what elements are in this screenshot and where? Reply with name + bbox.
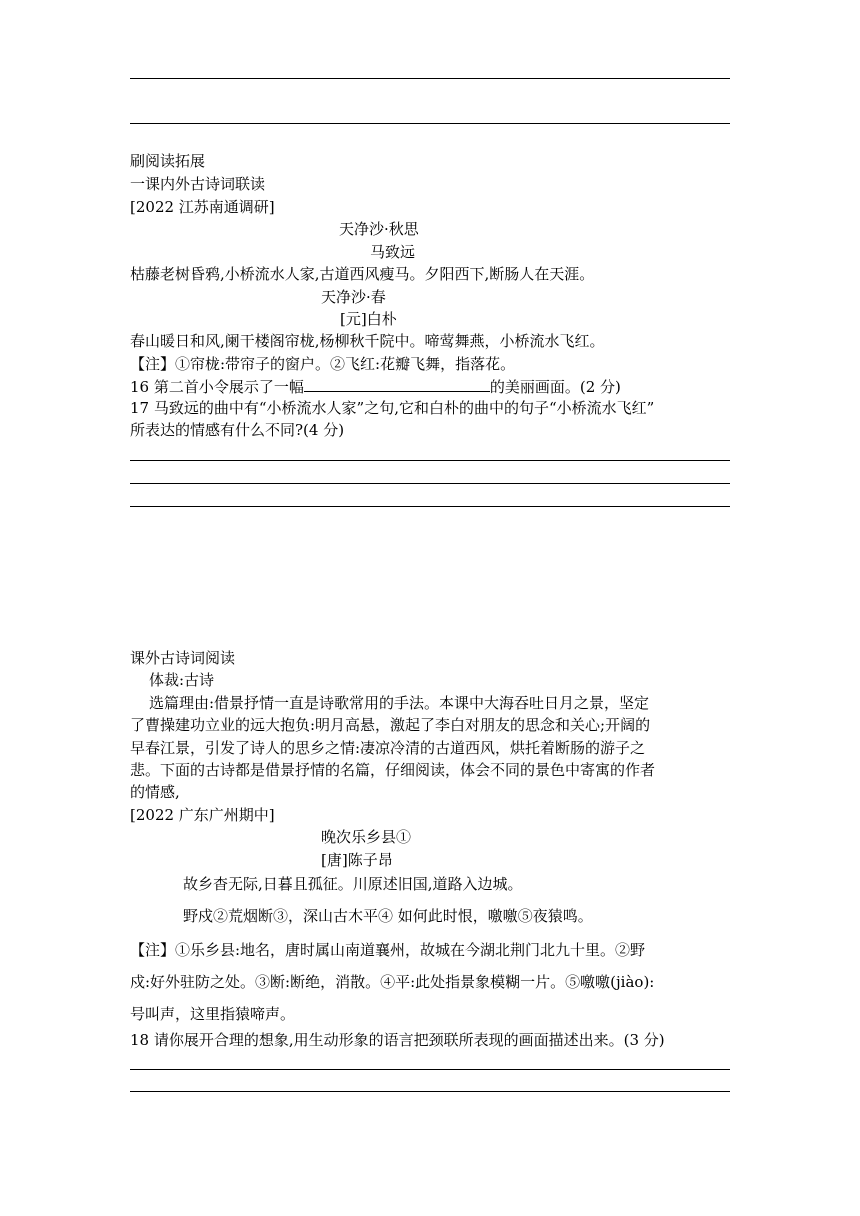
- question-16-prefix: 16 第二首小令展示了一幅: [130, 378, 304, 396]
- poem1-title: 天净沙·秋思: [339, 220, 419, 238]
- part2-source: [2022 广东广州期中]: [130, 806, 275, 824]
- answer-line[interactable]: [130, 483, 730, 484]
- poem3-line-1: 故乡杳无际,日暮且孤征。川原述旧国,道路入边城。: [183, 875, 523, 893]
- question-18: 18 请你展开合理的想象,用生动形象的语言把颈联所表现的画面描述出来。(3 分): [130, 1031, 665, 1049]
- part2-heading: 课外古诗词阅读: [130, 649, 236, 667]
- poem3-line-2: 野戍②荒烟断③，深山古木平④ 如何此时恨，噭噭⑤夜猿鸣。: [183, 907, 593, 925]
- reason-line: 的情感,: [130, 783, 180, 801]
- reason-line: 悲。下面的古诗都是借景抒情的名篇，仔细阅读，体会不同的景色中寄寓的作者: [130, 761, 656, 779]
- part2-note-line: 【注】①乐乡县:地名，唐时属山南道襄州，故城在今湖北荆门北九十里。②野: [130, 941, 646, 959]
- answer-line[interactable]: [130, 460, 730, 461]
- poem3-author: [唐]陈子昂: [321, 851, 393, 869]
- question-16: [130, 376, 621, 397]
- poem3-title: 晚次乐乡县①: [321, 828, 412, 846]
- question-16-suffix: 的美丽画面。(2 分): [489, 378, 621, 396]
- question-17-line-1: 17 马致远的曲中有“小桥流水人家”之句,它和白朴的曲中的句子“小桥流水飞红”: [130, 399, 655, 417]
- part1-source: [2022 江苏南通调研]: [130, 198, 275, 216]
- poem1-author: 马致远: [370, 243, 416, 261]
- poem2-title: 天净沙·春: [321, 288, 386, 306]
- part1-note: 【注】①帘栊:带帘子的窗户。②飞红:花瓣飞舞，指落花。: [130, 355, 516, 373]
- answer-line[interactable]: [130, 1091, 730, 1092]
- reason-line: 早春江景，引发了诗人的思乡之情:凄凉冷清的古道西风，烘托着断肠的游子之: [130, 739, 646, 757]
- part2-genre: 体裁:古诗: [149, 671, 215, 689]
- reason-line: 选篇理由:借景抒情一直是诗歌常用的手法。本课中大海吞吐日月之景，坚定: [149, 694, 650, 712]
- fill-in-blank[interactable]: [304, 376, 490, 392]
- part2-note-line: 号叫声，这里指猿啼声。: [130, 1005, 296, 1023]
- answer-line: [130, 78, 730, 79]
- part1-heading: 一课内外古诗词联读: [130, 175, 266, 193]
- reason-line: 了曹操建功立业的远大抱负:明月高悬，激起了李白对朋友的思念和关心;开阔的: [130, 716, 651, 734]
- poem2-author: [元]白朴: [340, 310, 397, 328]
- poem2-text: 春山暖日和风,阑干楼阁帘栊,杨柳秋千院中。啼莺舞燕，小桥流水飞红。: [130, 332, 605, 350]
- section-title: 刷阅读拓展: [130, 152, 206, 170]
- poem1-text: 枯藤老树昏鸦,小桥流水人家,古道西风瘦马。夕阳西下,断肠人在天涯。: [130, 265, 595, 283]
- part2-note-line: 戍:好外驻防之处。③断:断绝，消散。④平:此处指景象模糊一片。⑤噭噭(jiào):: [130, 973, 655, 991]
- answer-line: [130, 123, 730, 124]
- answer-line[interactable]: [130, 506, 730, 507]
- question-17-line-2: 所表达的情感有什么不同?(4 分): [130, 421, 345, 439]
- answer-line[interactable]: [130, 1069, 730, 1070]
